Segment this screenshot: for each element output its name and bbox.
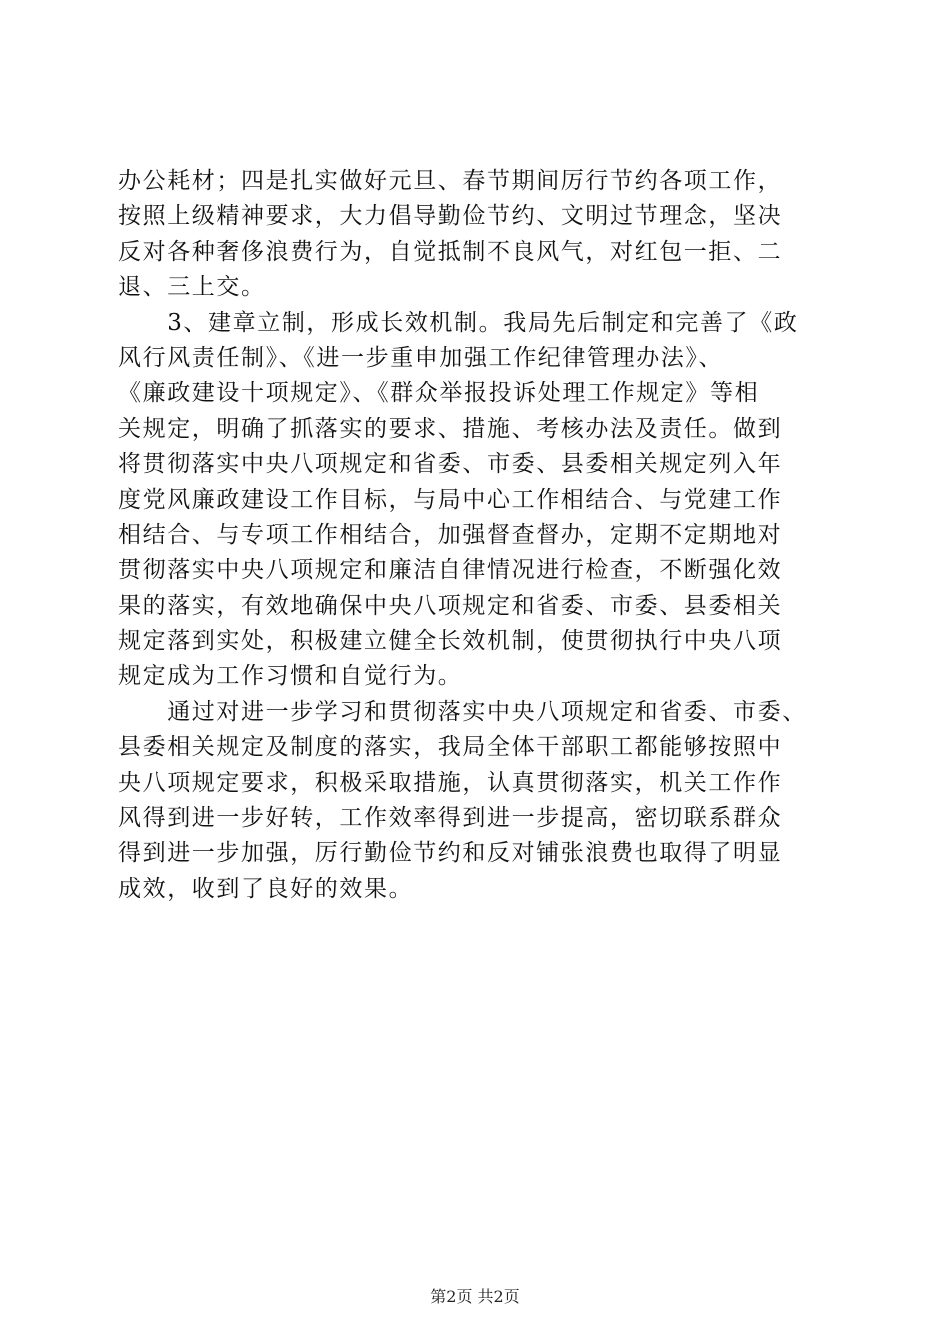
text-line: 办公耗材；四是扎实做好元旦、春节期间厉行节约各项工作， xyxy=(118,168,783,194)
text-line: 通过对进一步学习和贯彻落实中央八项规定和省委、市委、 xyxy=(118,698,807,725)
body-text xyxy=(118,164,838,907)
text-line: 规定成为工作习惯和自觉行为。 xyxy=(118,663,463,690)
text-line: 反对各种奢侈浪费行为，自觉抵制不良风气，对红包一拒、二 xyxy=(118,238,783,265)
text-line: 退、三上交。 xyxy=(118,274,266,301)
text-line: 成效，收到了良好的效果。 xyxy=(118,875,414,902)
text-line: 将贯彻落实中央八项规定和省委、市委、县委相关规定列入年 xyxy=(118,451,783,478)
text-line: 贯彻落实中央八项规定和廉洁自律情况进行检查，不断强化效 xyxy=(118,557,783,584)
text-line: 风行风责任制》、《进一步重申加强工作纪律管理办法》、 xyxy=(118,344,724,371)
text-line: 按照上级精神要求，大力倡导勤俭节约、文明过节理念，坚决 xyxy=(118,203,783,230)
page-footer: 第2页 共2页 xyxy=(430,1287,520,1306)
text-line: 县委相关规定及制度的落实，我局全体干部职工都能够按照中 xyxy=(118,734,783,761)
text-line: 得到进一步加强，厉行勤俭节约和反对铺张浪费也取得了明显 xyxy=(118,840,783,867)
text-line: 度党风廉政建设工作目标，与局中心工作相结合、与党建工作 xyxy=(118,486,783,513)
text-line: 果的落实，有效地确保中央八项规定和省委、市委、县委相关 xyxy=(118,592,783,619)
text-line: 3、建章立制，形成长效机制。我局先后制定和完善了《政 xyxy=(118,309,799,336)
text-line: 央八项规定要求，积极采取措施，认真贯彻落实，机关工作作 xyxy=(118,769,783,796)
text-line: 关规定，明确了抓落实的要求、措施、考核办法及责任。做到 xyxy=(118,415,783,442)
text-line: 《廉政建设十项规定》、《群众举报投诉处理工作规定》等相 xyxy=(118,380,760,407)
text-line: 相结合、与专项工作相结合，加强督查督办，定期不定期地对 xyxy=(118,521,783,548)
text-line: 风得到进一步好转，工作效率得到进一步提高，密切联系群众 xyxy=(118,805,783,832)
text-line: 规定落到实处，积极建立健全长效机制，使贯彻执行中央八项 xyxy=(118,628,783,655)
